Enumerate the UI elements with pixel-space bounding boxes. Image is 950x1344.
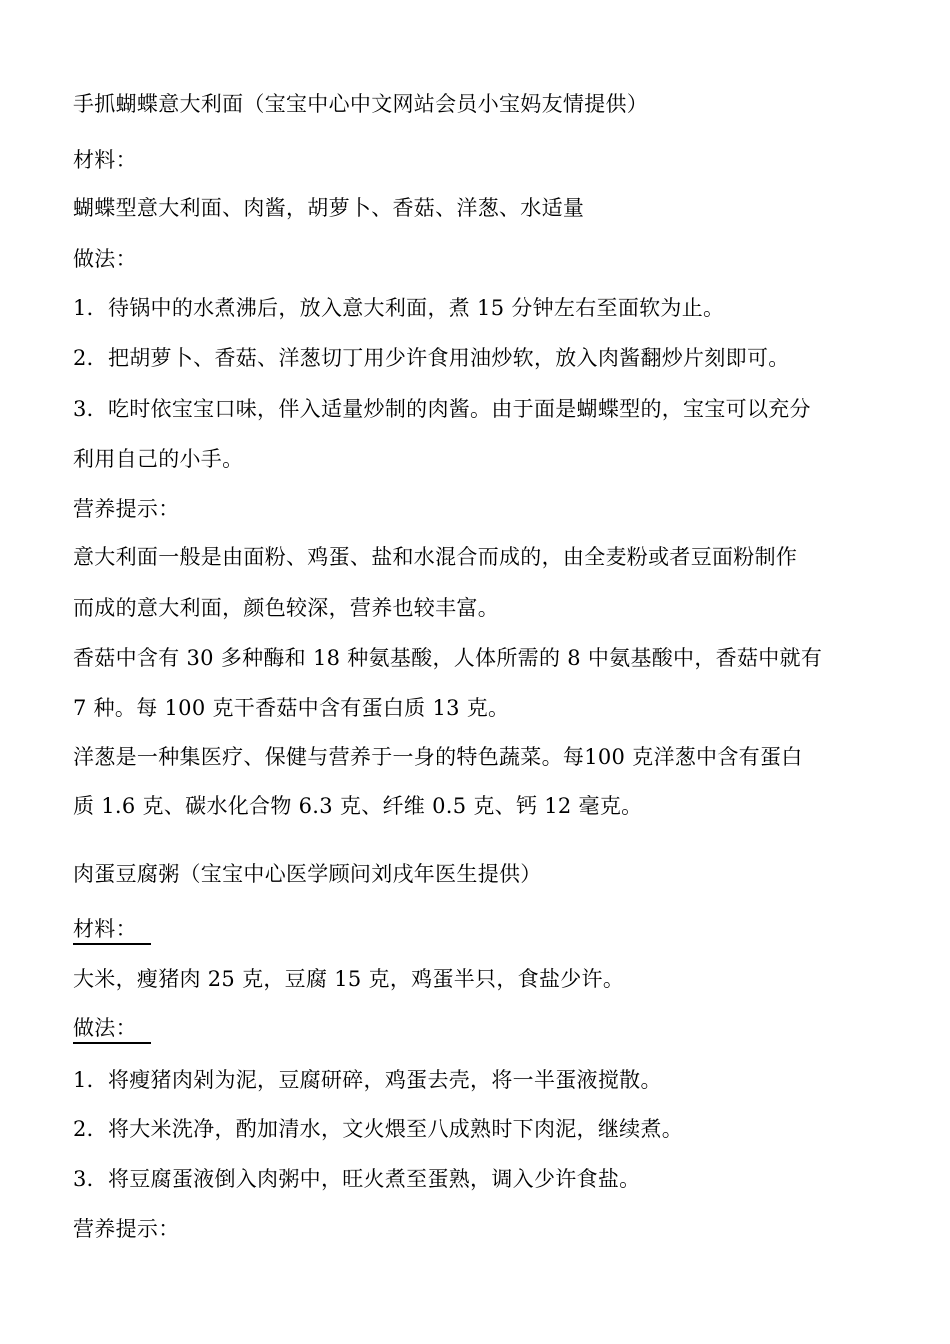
recipe1-step-2: 2．把胡萝卜、香菇、洋葱切丁用少许食用油炒软，放入肉酱翻炒片刻即可。	[73, 346, 790, 370]
recipe1-step-3-cont: 利用自己的小手。	[73, 447, 244, 471]
recipe1-step-1: 1．待锅中的水煮沸后，放入意大利面，煮 15 分钟左右至面软为止。	[73, 296, 725, 320]
recipe1-title: 手抓蝴蝶意大利面（宝宝中心中文网站会员小宝妈友情提供）	[73, 92, 649, 116]
recipe1-method-label: 做法：	[73, 247, 137, 271]
recipe1-materials: 蝴蝶型意大利面、肉酱，胡萝卜、香菇、洋葱、水适量	[73, 196, 585, 220]
recipe2-nutrition-label: 营养提示：	[73, 1217, 180, 1241]
recipe2-step-1: 1．将瘦猪肉剁为泥，豆腐研碎，鸡蛋去壳，将一半蛋液搅散。	[73, 1068, 662, 1092]
recipe1-nutrition-line-5: 洋葱是一种集医疗、保健与营养于一身的特色蔬菜。每100 克洋葱中含有蛋白	[73, 745, 803, 769]
recipe1-nutrition-line-1: 意大利面一般是由面粉、鸡蛋、盐和水混合而成的，由全麦粉或者豆面粉制作	[73, 545, 798, 569]
recipe2-materials: 大米，瘦猪肉 25 克，豆腐 15 克，鸡蛋半只，食盐少许。	[73, 967, 625, 991]
recipe2-materials-label: 材料：	[73, 917, 151, 945]
recipe2-step-3: 3．将豆腐蛋液倒入肉粥中，旺火煮至蛋熟，调入少许食盐。	[73, 1167, 641, 1191]
recipe2-method-label-line	[73, 1013, 151, 1043]
recipe1-nutrition-line-3: 香菇中含有 30 多种酶和 18 种氨基酸，人体所需的 8 中氨基酸中，香菇中就有	[73, 646, 823, 670]
recipe1-nutrition-line-2: 而成的意大利面，颜色较深，营养也较丰富。	[73, 596, 499, 620]
recipe1-nutrition-label: 营养提示：	[73, 497, 180, 521]
recipe2-materials-label-line	[73, 914, 151, 944]
recipe1-step-3: 3．吃时依宝宝口味，伴入适量炒制的肉酱。由于面是蝴蝶型的，宝宝可以充分	[73, 397, 811, 421]
recipe2-step-2: 2．将大米洗净，酌加清水，文火煨至八成熟时下肉泥，继续煮。	[73, 1117, 684, 1141]
recipe1-nutrition-line-6: 质 1.6 克、碳水化合物 6.3 克、纤维 0.5 克、钙 12 毫克。	[73, 794, 643, 818]
recipe2-title: 肉蛋豆腐粥（宝宝中心医学顾问刘戌年医生提供）	[73, 862, 542, 886]
recipe2-method-label: 做法：	[73, 1016, 151, 1044]
recipe1-materials-label: 材料：	[73, 148, 137, 172]
recipe1-nutrition-line-4: 7 种。每 100 克干香菇中含有蛋白质 13 克。	[73, 696, 510, 720]
